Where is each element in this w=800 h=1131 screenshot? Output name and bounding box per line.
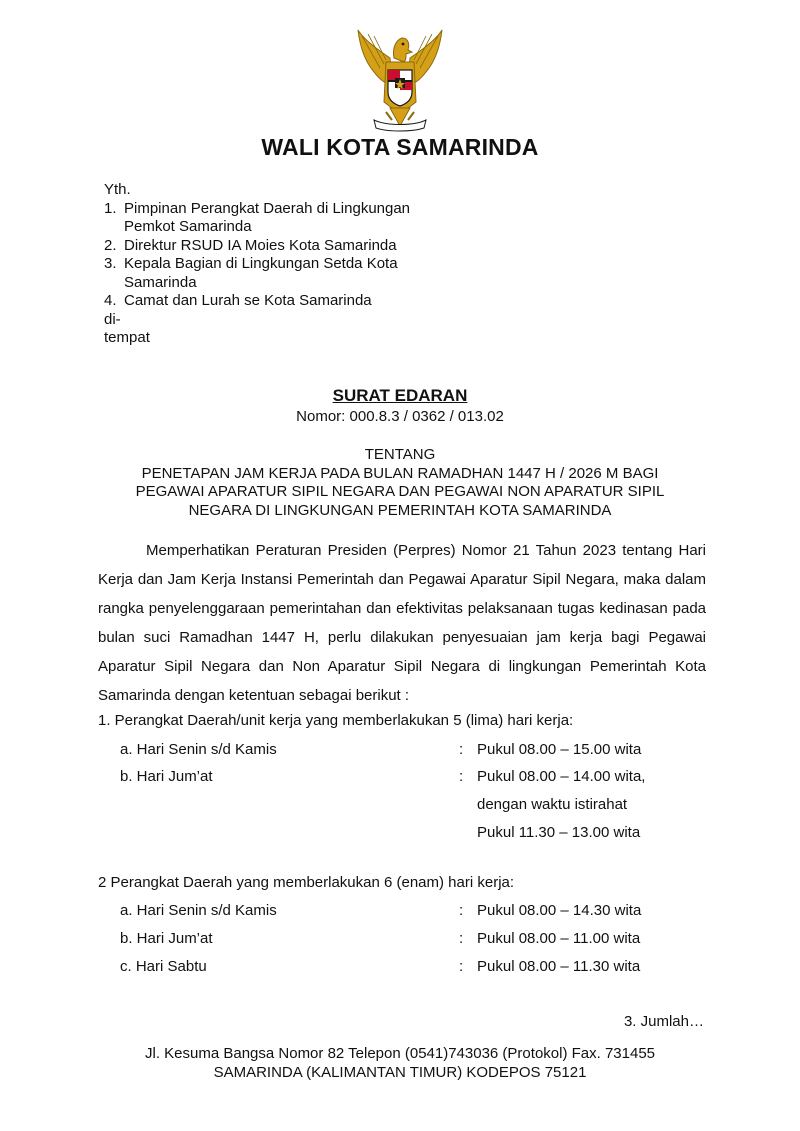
subject-block [0,446,800,520]
addressee-text: Kepala Bagian di Lingkungan Setda Kota Samarinda [124,255,398,291]
tempat-label: tempat [104,329,150,346]
addressee-text: Direktur RSUD IA Moies Kota Samarinda [124,236,397,254]
addressee-number: 4. [104,292,117,309]
schedule-value: Pukul 08.00 – 14.00 wita, [477,768,646,785]
page-continuation: 3. Jumlah… [623,1013,704,1030]
schedule-label: c. Hari Sabtu [120,958,207,975]
di-label: di- [104,310,121,328]
addressee-number: 1. [104,199,117,217]
subject-line: PENETAPAN JAM KERJA PADA BULAN RAMADHAN 1447 H / 2026 M BAGI [141,464,659,482]
letter-number: Nomor: 000.8.3 / 0362 / 013.02 [296,408,504,425]
schedule-colon: : [459,741,464,758]
addressee-item [104,292,444,311]
schedule-label: b. Hari Jum’at [120,930,213,947]
addressee-number: 3. [104,255,117,272]
addressee-item [104,255,444,292]
footer-address [0,1044,800,1082]
subject-label: TENTANG [364,446,436,463]
salutation: Yth. [104,181,131,198]
section-1-heading: 1. Perangkat Daerah/unit kerja yang memberlakukan 5 (lima) hari kerja: [98,712,574,729]
schedule-note: dengan waktu istirahat [477,796,628,813]
schedule-colon: : [459,768,464,785]
letter-type: SURAT EDARAN [332,386,468,405]
schedule-label: a. Hari Senin s/d Kamis [120,741,277,758]
section-2-heading: 2 Perangkat Daerah yang memberlakukan 6 (enam) hari kerja: [98,874,515,891]
addressee-number: 2. [104,236,117,254]
addressee-item [104,237,444,256]
page-title: WALI KOTA SAMARINDA [261,134,539,160]
schedule-note: Pukul 11.30 – 13.00 wita [477,824,641,841]
addressee-block [104,181,444,348]
letter-type-heading [0,386,800,406]
subject-line: PEGAWAI APARATUR SIPIL NEGARA DAN PEGAWAI NON APARATUR SIPIL [135,483,665,500]
body-paragraph: Memperhatikan Peraturan Presiden (Perpres) Nomor 21 Tahun 2023 tentang Hari Kerja dan Jam Kerja Instansi Pemerintah dan Pegawai Aparatur Sipil Negara, maka dalam rangka penyelenggaraan pemerintahan dan efektivitas pelaksanaan tugas kedinasan pada bulan suci Ramadhan 1447 H, perlu dilakukan penyesuaian jam kerja bagi Pegawai Aparatur Sipil Negara dan Non Aparatur Sipil Negara di lingkungan Pemerintah Kota Samarinda dengan ketentuan sebagai berikut : [98,542,706,704]
footer-line: SAMARINDA (KALIMANTAN TIMUR) KODEPOS 75121 [213,1064,587,1081]
schedule-colon: : [459,930,464,947]
schedule-label: a. Hari Senin s/d Kamis [120,902,277,919]
schedule-colon: : [459,902,464,919]
schedule-colon: : [459,958,464,975]
footer-line: Jl. Kesuma Bangsa Nomor 82 Telepon (0541)743036 (Protokol) Fax. 731455 [144,1045,656,1062]
addressee-text: Camat dan Lurah se Kota Samarinda [124,292,372,309]
schedule-value: Pukul 08.00 – 15.00 wita [477,741,642,758]
garuda-emblem-icon [350,28,450,134]
subject-line: NEGARA DI LINGKUNGAN PEMERINTAH KOTA SAMARINDA [188,501,612,519]
schedule-value: Pukul 08.00 – 11.30 wita [477,958,641,975]
schedule-label: b. Hari Jum’at [120,768,213,785]
addressee-text: Pimpinan Perangkat Daerah di Lingkungan Pemkot Samarinda [124,199,411,235]
schedule-value: Pukul 08.00 – 14.30 wita [477,902,642,919]
schedule-value: Pukul 08.00 – 11.00 wita [477,930,641,947]
addressee-item [104,200,444,237]
